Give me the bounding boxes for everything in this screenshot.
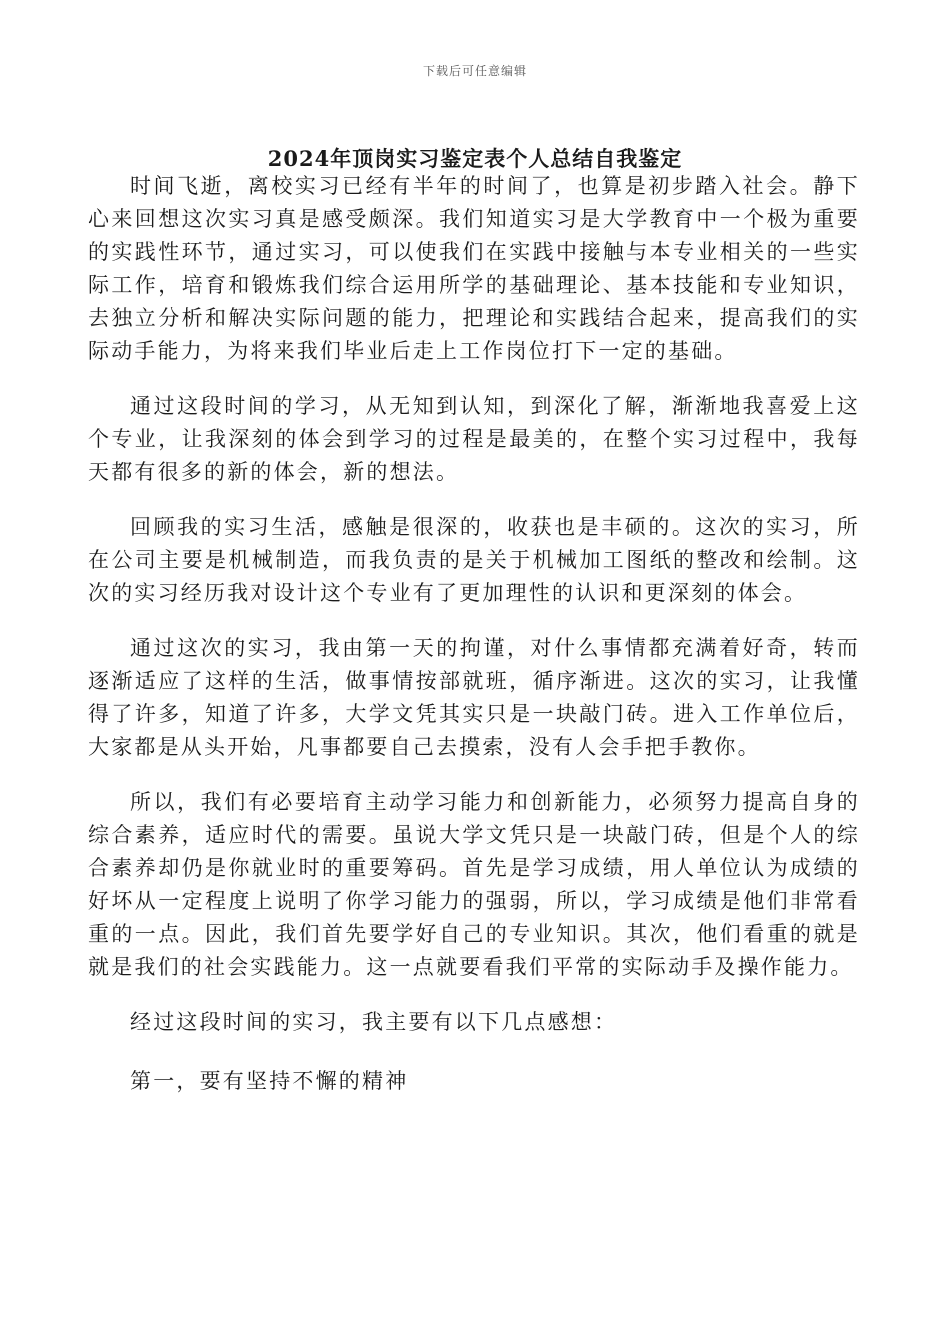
paragraph-abilities: 所以，我们有必要培育主动学习能力和创新能力，必须努力提高自身的综合素养，适应时代的需要。虽说大学文凭只是一块敲门砖，但是个人的综合素养却仍是你就业时的重要筹码。首先是学习成绩，用人单位认为成绩的好坏从一定程度上说明了你学习能力的强弱，所以，学习成绩是他们非常看重的一点。因此，我们首先要学好自己的专业知识。其次，他们看重的就是就是我们的社会实践能力。这一点就要看我们平常的实际动手及操作能力。: [88, 790, 860, 979]
paragraph-intro: 时间飞逝，离校实习已经有半年的时间了，也算是初步踏入社会。静下心来回想这次实习真是感受颇深。我们知道实习是大学教育中一个极为重要的实践性环节，通过实习，可以使我们在实践中接触与本专业相关的一些实际工作，培育和锻炼我们综合运用所学的基础理论、基本技能和专业知识，去独立分析和解决实际问题的能力，把理论和实践结合起来，提高我们的实际动手能力，为将来我们毕业后走上工作岗位打下一定的基础。: [88, 174, 860, 363]
paragraph-learning: 通过这段时间的学习，从无知到认知，到深化了解，渐渐地我喜爱上这个专业，让我深刻的体会到学习的过程是最美的，在整个实习过程中，我每天都有很多的新的体会，新的想法。: [88, 394, 860, 484]
page-header-note: 下载后可任意编辑: [422, 64, 527, 78]
document-body: [88, 170, 860, 1124]
document-title: 2024年顶岗实习鉴定表个人总结自我鉴定: [267, 146, 683, 171]
paragraph-point-one: 第一，要有坚持不懈的精神: [130, 1069, 409, 1093]
paragraph-adaptation: 通过这次的实习，我由第一天的拘谨，对什么事情都充满着好奇，转而逐渐适应了这样的生活，做事情按部就班，循序渐进。这次的实习，让我懂得了许多，知道了许多，大学文凭其实只是一块敲门砖。进入工作单位后，大家都是从头开始，凡事都要自己去摸索，没有人会手把手教你。: [88, 636, 860, 759]
paragraph-thoughts-intro: 经过这段时间的实习，我主要有以下几点感想：: [130, 1010, 618, 1034]
paragraph-review: 回顾我的实习生活，感触是很深的，收获也是丰硕的。这次的实习，所在公司主要是机械制造，而我负责的是关于机械加工图纸的整改和绘制。这次的实习经历我对设计这个专业有了更加理性的认识和更深刻的体会。: [88, 515, 860, 605]
